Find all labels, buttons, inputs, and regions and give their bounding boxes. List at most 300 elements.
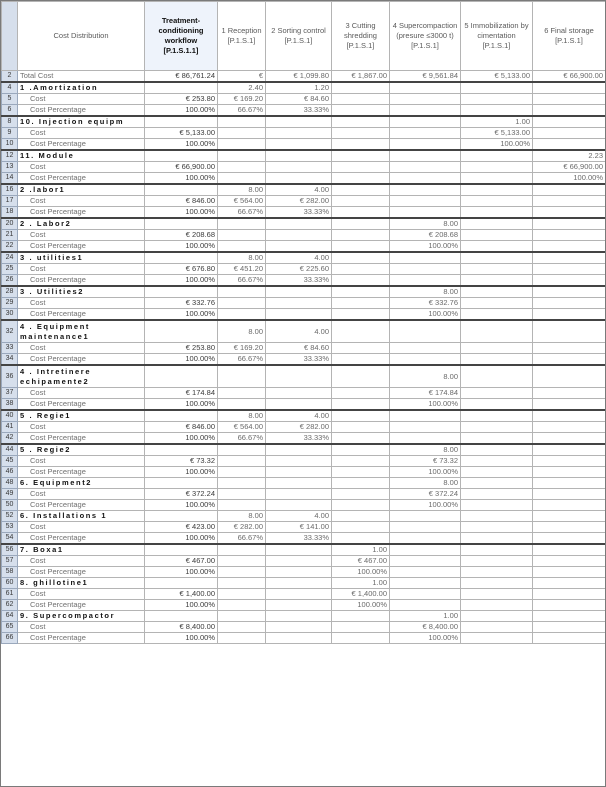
value-cell[interactable]: 100.00% xyxy=(145,207,218,219)
value-cell[interactable]: € 169.20 xyxy=(218,94,266,105)
value-cell[interactable] xyxy=(266,500,332,511)
row-number[interactable]: 4 xyxy=(2,82,18,94)
value-cell[interactable] xyxy=(332,309,390,321)
value-cell[interactable]: € 1,099.80 xyxy=(266,71,332,83)
value-cell[interactable] xyxy=(390,556,461,567)
value-cell[interactable] xyxy=(461,478,533,489)
row-number[interactable]: 40 xyxy=(2,410,18,422)
value-cell[interactable]: € 8,400.00 xyxy=(145,622,218,633)
value-cell[interactable]: 66.67% xyxy=(218,275,266,287)
value-cell[interactable] xyxy=(332,82,390,94)
value-cell[interactable]: € 5,133.00 xyxy=(145,128,218,139)
value-cell[interactable] xyxy=(461,489,533,500)
value-cell[interactable] xyxy=(218,150,266,162)
value-cell[interactable] xyxy=(266,456,332,467)
value-cell[interactable] xyxy=(461,241,533,253)
value-cell[interactable] xyxy=(461,522,533,533)
row-number[interactable]: 64 xyxy=(2,611,18,622)
row-number[interactable]: 54 xyxy=(2,533,18,545)
value-cell[interactable]: € 332.76 xyxy=(145,298,218,309)
value-cell[interactable] xyxy=(266,578,332,589)
value-cell[interactable] xyxy=(461,410,533,422)
value-cell[interactable]: € 9,561.84 xyxy=(390,71,461,83)
value-cell[interactable]: 8.00 xyxy=(390,478,461,489)
row-label[interactable]: 1 .Amortization xyxy=(18,82,145,94)
row-label[interactable]: Cost xyxy=(18,422,145,433)
value-cell[interactable] xyxy=(461,173,533,185)
value-cell[interactable] xyxy=(266,600,332,611)
value-cell[interactable]: 1.00 xyxy=(461,116,533,128)
value-cell[interactable] xyxy=(266,230,332,241)
value-cell[interactable] xyxy=(218,478,266,489)
column-header[interactable]: 1 Reception [P.1.S.1] xyxy=(218,2,266,71)
value-cell[interactable] xyxy=(390,544,461,556)
value-cell[interactable] xyxy=(390,128,461,139)
value-cell[interactable]: 100.00% xyxy=(145,399,218,411)
value-cell[interactable] xyxy=(533,116,606,128)
value-cell[interactable] xyxy=(218,589,266,600)
value-cell[interactable] xyxy=(461,388,533,399)
value-cell[interactable] xyxy=(332,207,390,219)
value-cell[interactable] xyxy=(390,320,461,343)
value-cell[interactable]: 8.00 xyxy=(390,365,461,388)
value-cell[interactable] xyxy=(461,578,533,589)
value-cell[interactable] xyxy=(533,128,606,139)
value-cell[interactable] xyxy=(390,207,461,219)
value-cell[interactable] xyxy=(533,611,606,622)
value-cell[interactable] xyxy=(266,309,332,321)
value-cell[interactable] xyxy=(266,128,332,139)
value-cell[interactable] xyxy=(533,600,606,611)
row-number[interactable]: 33 xyxy=(2,343,18,354)
value-cell[interactable] xyxy=(390,139,461,151)
value-cell[interactable]: 100.00% xyxy=(390,633,461,644)
value-cell[interactable] xyxy=(218,241,266,253)
value-cell[interactable]: € 467.00 xyxy=(145,556,218,567)
row-number[interactable]: 2 xyxy=(2,71,18,83)
row-number[interactable]: 20 xyxy=(2,218,18,230)
value-cell[interactable] xyxy=(266,162,332,173)
value-cell[interactable] xyxy=(390,275,461,287)
value-cell[interactable]: € 66,900.00 xyxy=(533,162,606,173)
value-cell[interactable] xyxy=(332,196,390,207)
value-cell[interactable] xyxy=(145,365,218,388)
value-cell[interactable] xyxy=(266,173,332,185)
value-cell[interactable] xyxy=(332,343,390,354)
row-number[interactable]: 26 xyxy=(2,275,18,287)
value-cell[interactable] xyxy=(218,544,266,556)
value-cell[interactable]: 100.00% xyxy=(145,533,218,545)
row-number[interactable]: 41 xyxy=(2,422,18,433)
value-cell[interactable] xyxy=(332,444,390,456)
value-cell[interactable] xyxy=(332,128,390,139)
value-cell[interactable] xyxy=(266,633,332,644)
row-label[interactable]: Cost Percentage xyxy=(18,500,145,511)
value-cell[interactable] xyxy=(218,467,266,478)
row-number[interactable]: 25 xyxy=(2,264,18,275)
value-cell[interactable] xyxy=(533,544,606,556)
value-cell[interactable] xyxy=(461,444,533,456)
value-cell[interactable] xyxy=(266,286,332,298)
value-cell[interactable] xyxy=(533,444,606,456)
value-cell[interactable] xyxy=(533,467,606,478)
value-cell[interactable] xyxy=(461,230,533,241)
value-cell[interactable] xyxy=(145,184,218,196)
value-cell[interactable]: € 372.24 xyxy=(145,489,218,500)
row-label[interactable]: 7. Boxa1 xyxy=(18,544,145,556)
value-cell[interactable]: € 208.68 xyxy=(390,230,461,241)
value-cell[interactable] xyxy=(390,150,461,162)
row-label[interactable]: 4 . Intretinere echipamente2 xyxy=(18,365,145,388)
column-header[interactable]: 5 Immobilization by cimentation [P.1.S.1] xyxy=(461,2,533,71)
row-number[interactable]: 10 xyxy=(2,139,18,151)
value-cell[interactable] xyxy=(390,567,461,578)
value-cell[interactable]: 66.67% xyxy=(218,105,266,117)
value-cell[interactable] xyxy=(461,600,533,611)
value-cell[interactable] xyxy=(218,298,266,309)
row-label[interactable]: 6. Installations 1 xyxy=(18,511,145,522)
value-cell[interactable] xyxy=(533,633,606,644)
row-label[interactable]: Cost xyxy=(18,456,145,467)
value-cell[interactable] xyxy=(461,399,533,411)
value-cell[interactable] xyxy=(218,399,266,411)
value-cell[interactable] xyxy=(461,162,533,173)
value-cell[interactable] xyxy=(461,252,533,264)
value-cell[interactable] xyxy=(390,343,461,354)
row-label[interactable]: 2 .labor1 xyxy=(18,184,145,196)
row-label[interactable]: Cost Percentage xyxy=(18,433,145,445)
value-cell[interactable]: 100.00% xyxy=(145,105,218,117)
value-cell[interactable]: € 225.60 xyxy=(266,264,332,275)
value-cell[interactable] xyxy=(266,589,332,600)
row-label[interactable]: 6. Equipment2 xyxy=(18,478,145,489)
row-label[interactable]: Cost xyxy=(18,388,145,399)
value-cell[interactable]: 100.00% xyxy=(145,139,218,151)
value-cell[interactable] xyxy=(218,388,266,399)
value-cell[interactable]: 100.00% xyxy=(332,600,390,611)
value-cell[interactable] xyxy=(332,286,390,298)
value-cell[interactable] xyxy=(390,600,461,611)
row-label[interactable]: 2 . Labor2 xyxy=(18,218,145,230)
value-cell[interactable] xyxy=(390,264,461,275)
value-cell[interactable] xyxy=(218,456,266,467)
value-cell[interactable] xyxy=(533,230,606,241)
row-label[interactable]: Cost Percentage xyxy=(18,105,145,117)
value-cell[interactable] xyxy=(390,105,461,117)
value-cell[interactable]: € 86,761.24 xyxy=(145,71,218,83)
value-cell[interactable] xyxy=(332,388,390,399)
value-cell[interactable] xyxy=(332,184,390,196)
value-cell[interactable]: 4.00 xyxy=(266,184,332,196)
value-cell[interactable] xyxy=(461,207,533,219)
row-number[interactable]: 28 xyxy=(2,286,18,298)
value-cell[interactable] xyxy=(145,611,218,622)
value-cell[interactable] xyxy=(145,578,218,589)
row-number[interactable]: 52 xyxy=(2,511,18,522)
row-label[interactable]: Cost Percentage xyxy=(18,354,145,366)
value-cell[interactable]: € 66,900.00 xyxy=(533,71,606,83)
value-cell[interactable]: € 846.00 xyxy=(145,422,218,433)
value-cell[interactable] xyxy=(390,433,461,445)
value-cell[interactable]: 100.00% xyxy=(533,173,606,185)
value-cell[interactable]: € 84.60 xyxy=(266,343,332,354)
value-cell[interactable] xyxy=(461,633,533,644)
row-label[interactable]: Cost xyxy=(18,522,145,533)
value-cell[interactable] xyxy=(218,218,266,230)
row-number[interactable]: 9 xyxy=(2,128,18,139)
value-cell[interactable] xyxy=(533,264,606,275)
value-cell[interactable]: 4.00 xyxy=(266,320,332,343)
value-cell[interactable] xyxy=(145,218,218,230)
value-cell[interactable]: € 169.20 xyxy=(218,343,266,354)
value-cell[interactable]: 100.00% xyxy=(332,567,390,578)
value-cell[interactable]: € 564.00 xyxy=(218,196,266,207)
value-cell[interactable] xyxy=(533,589,606,600)
value-cell[interactable] xyxy=(332,116,390,128)
value-cell[interactable]: € 73.32 xyxy=(145,456,218,467)
value-cell[interactable] xyxy=(266,478,332,489)
value-cell[interactable] xyxy=(332,94,390,105)
value-cell[interactable] xyxy=(390,533,461,545)
value-cell[interactable] xyxy=(533,399,606,411)
value-cell[interactable] xyxy=(218,600,266,611)
value-cell[interactable] xyxy=(461,275,533,287)
value-cell[interactable] xyxy=(266,556,332,567)
value-cell[interactable] xyxy=(533,410,606,422)
value-cell[interactable] xyxy=(145,478,218,489)
value-cell[interactable]: € 174.84 xyxy=(145,388,218,399)
value-cell[interactable] xyxy=(390,522,461,533)
value-cell[interactable] xyxy=(390,82,461,94)
value-cell[interactable]: 100.00% xyxy=(145,500,218,511)
value-cell[interactable] xyxy=(533,622,606,633)
value-cell[interactable]: € 282.00 xyxy=(266,422,332,433)
row-label[interactable]: Cost xyxy=(18,489,145,500)
row-number[interactable]: 21 xyxy=(2,230,18,241)
column-header[interactable]: 4 Supercompaction (presure ≤3000 t) [P.1.S.1] xyxy=(390,2,461,71)
value-cell[interactable]: 8.00 xyxy=(218,252,266,264)
value-cell[interactable] xyxy=(332,399,390,411)
value-cell[interactable] xyxy=(332,410,390,422)
value-cell[interactable]: € 423.00 xyxy=(145,522,218,533)
value-cell[interactable]: 1.20 xyxy=(266,82,332,94)
value-cell[interactable]: € 5,133.00 xyxy=(461,128,533,139)
value-cell[interactable]: 100.00% xyxy=(390,309,461,321)
value-cell[interactable]: € xyxy=(218,71,266,83)
value-cell[interactable] xyxy=(533,567,606,578)
value-cell[interactable]: € 8,400.00 xyxy=(390,622,461,633)
row-number[interactable]: 6 xyxy=(2,105,18,117)
value-cell[interactable]: 2.23 xyxy=(533,150,606,162)
value-cell[interactable] xyxy=(461,286,533,298)
value-cell[interactable] xyxy=(218,230,266,241)
value-cell[interactable] xyxy=(332,365,390,388)
value-cell[interactable]: 4.00 xyxy=(266,511,332,522)
value-cell[interactable] xyxy=(332,264,390,275)
value-cell[interactable] xyxy=(332,489,390,500)
row-number[interactable]: 53 xyxy=(2,522,18,533)
value-cell[interactable] xyxy=(533,343,606,354)
value-cell[interactable] xyxy=(533,184,606,196)
row-label[interactable]: Cost xyxy=(18,196,145,207)
row-number[interactable]: 13 xyxy=(2,162,18,173)
value-cell[interactable] xyxy=(332,162,390,173)
value-cell[interactable] xyxy=(533,241,606,253)
value-cell[interactable] xyxy=(218,162,266,173)
value-cell[interactable]: 8.00 xyxy=(218,184,266,196)
column-header[interactable]: 3 Cutting shredding [P.1.S.1] xyxy=(332,2,390,71)
value-cell[interactable]: € 676.80 xyxy=(145,264,218,275)
value-cell[interactable] xyxy=(461,196,533,207)
value-cell[interactable] xyxy=(461,511,533,522)
row-label[interactable]: 8. ghillotine1 xyxy=(18,578,145,589)
value-cell[interactable] xyxy=(390,410,461,422)
row-label[interactable]: 3 . Utilities2 xyxy=(18,286,145,298)
value-cell[interactable] xyxy=(332,241,390,253)
value-cell[interactable]: 100.00% xyxy=(390,241,461,253)
value-cell[interactable] xyxy=(145,544,218,556)
value-cell[interactable]: 33.33% xyxy=(266,207,332,219)
value-cell[interactable] xyxy=(332,173,390,185)
value-cell[interactable] xyxy=(533,489,606,500)
value-cell[interactable]: 100.00% xyxy=(390,467,461,478)
value-cell[interactable] xyxy=(145,252,218,264)
value-cell[interactable]: 66.67% xyxy=(218,533,266,545)
value-cell[interactable] xyxy=(266,489,332,500)
value-cell[interactable]: 2.40 xyxy=(218,82,266,94)
value-cell[interactable] xyxy=(461,589,533,600)
value-cell[interactable]: € 73.32 xyxy=(390,456,461,467)
value-cell[interactable]: 33.33% xyxy=(266,433,332,445)
value-cell[interactable] xyxy=(533,388,606,399)
value-cell[interactable] xyxy=(332,422,390,433)
value-cell[interactable] xyxy=(461,611,533,622)
value-cell[interactable] xyxy=(266,241,332,253)
value-cell[interactable] xyxy=(332,298,390,309)
value-cell[interactable] xyxy=(533,365,606,388)
value-cell[interactable] xyxy=(533,320,606,343)
value-cell[interactable] xyxy=(266,622,332,633)
value-cell[interactable] xyxy=(145,116,218,128)
value-cell[interactable]: 100.00% xyxy=(461,139,533,151)
value-cell[interactable] xyxy=(390,422,461,433)
value-cell[interactable] xyxy=(461,567,533,578)
value-cell[interactable] xyxy=(332,150,390,162)
column-header[interactable]: Treatment-conditioning workflow [P.1.S.1.1] xyxy=(145,2,218,71)
value-cell[interactable] xyxy=(533,275,606,287)
value-cell[interactable]: 33.33% xyxy=(266,275,332,287)
value-cell[interactable]: 8.00 xyxy=(218,511,266,522)
value-cell[interactable] xyxy=(332,139,390,151)
row-label[interactable]: Cost Percentage xyxy=(18,207,145,219)
row-label[interactable]: Cost xyxy=(18,556,145,567)
value-cell[interactable] xyxy=(218,286,266,298)
value-cell[interactable] xyxy=(266,567,332,578)
row-number[interactable]: 44 xyxy=(2,444,18,456)
value-cell[interactable] xyxy=(266,139,332,151)
row-number[interactable]: 58 xyxy=(2,567,18,578)
row-label[interactable]: 5 . Regie1 xyxy=(18,410,145,422)
value-cell[interactable] xyxy=(390,354,461,366)
row-label[interactable]: 11. Module xyxy=(18,150,145,162)
value-cell[interactable]: € 846.00 xyxy=(145,196,218,207)
value-cell[interactable]: 66.67% xyxy=(218,354,266,366)
value-cell[interactable] xyxy=(533,218,606,230)
value-cell[interactable] xyxy=(533,511,606,522)
value-cell[interactable]: 8.00 xyxy=(390,286,461,298)
value-cell[interactable] xyxy=(332,275,390,287)
row-label[interactable]: 3 . utilities1 xyxy=(18,252,145,264)
value-cell[interactable]: € 208.68 xyxy=(145,230,218,241)
row-number[interactable]: 37 xyxy=(2,388,18,399)
row-number[interactable]: 24 xyxy=(2,252,18,264)
value-cell[interactable] xyxy=(461,622,533,633)
row-label[interactable]: 5 . Regie2 xyxy=(18,444,145,456)
row-label[interactable]: 10. Injection equipm xyxy=(18,116,145,128)
row-number[interactable]: 17 xyxy=(2,196,18,207)
value-cell[interactable] xyxy=(332,320,390,343)
row-number[interactable]: 34 xyxy=(2,354,18,366)
value-cell[interactable] xyxy=(533,533,606,545)
value-cell[interactable] xyxy=(533,433,606,445)
value-cell[interactable] xyxy=(266,298,332,309)
value-cell[interactable] xyxy=(218,611,266,622)
value-cell[interactable]: 100.00% xyxy=(145,354,218,366)
value-cell[interactable] xyxy=(533,478,606,489)
value-cell[interactable] xyxy=(266,467,332,478)
value-cell[interactable] xyxy=(218,309,266,321)
value-cell[interactable] xyxy=(332,433,390,445)
row-label[interactable]: Cost Percentage xyxy=(18,533,145,545)
value-cell[interactable] xyxy=(332,633,390,644)
value-cell[interactable] xyxy=(461,433,533,445)
row-label[interactable]: Cost Percentage xyxy=(18,139,145,151)
value-cell[interactable] xyxy=(332,467,390,478)
value-cell[interactable] xyxy=(461,365,533,388)
column-header[interactable]: 6 Final storage [P.1.S.1] xyxy=(533,2,606,71)
value-cell[interactable] xyxy=(332,456,390,467)
value-cell[interactable] xyxy=(266,388,332,399)
value-cell[interactable] xyxy=(145,82,218,94)
value-cell[interactable]: 100.00% xyxy=(145,241,218,253)
value-cell[interactable]: € 451.20 xyxy=(218,264,266,275)
value-cell[interactable] xyxy=(461,354,533,366)
value-cell[interactable] xyxy=(145,444,218,456)
value-cell[interactable]: 1.00 xyxy=(332,578,390,589)
value-cell[interactable] xyxy=(533,422,606,433)
value-cell[interactable] xyxy=(332,354,390,366)
value-cell[interactable] xyxy=(533,309,606,321)
value-cell[interactable]: € 467.00 xyxy=(332,556,390,567)
row-label[interactable]: 4 . Equipment maintenance1 xyxy=(18,320,145,343)
value-cell[interactable] xyxy=(332,218,390,230)
value-cell[interactable] xyxy=(461,422,533,433)
value-cell[interactable] xyxy=(145,320,218,343)
row-number[interactable]: 56 xyxy=(2,544,18,556)
value-cell[interactable]: € 1,867.00 xyxy=(332,71,390,83)
row-label[interactable]: Cost Percentage xyxy=(18,309,145,321)
value-cell[interactable]: 100.00% xyxy=(145,467,218,478)
value-cell[interactable] xyxy=(218,567,266,578)
row-label[interactable]: Cost Percentage xyxy=(18,399,145,411)
value-cell[interactable] xyxy=(461,298,533,309)
row-number[interactable]: 46 xyxy=(2,467,18,478)
row-number[interactable]: 48 xyxy=(2,478,18,489)
value-cell[interactable]: € 1,400.00 xyxy=(145,589,218,600)
row-label[interactable]: Cost xyxy=(18,264,145,275)
row-number[interactable]: 62 xyxy=(2,600,18,611)
row-number[interactable]: 60 xyxy=(2,578,18,589)
